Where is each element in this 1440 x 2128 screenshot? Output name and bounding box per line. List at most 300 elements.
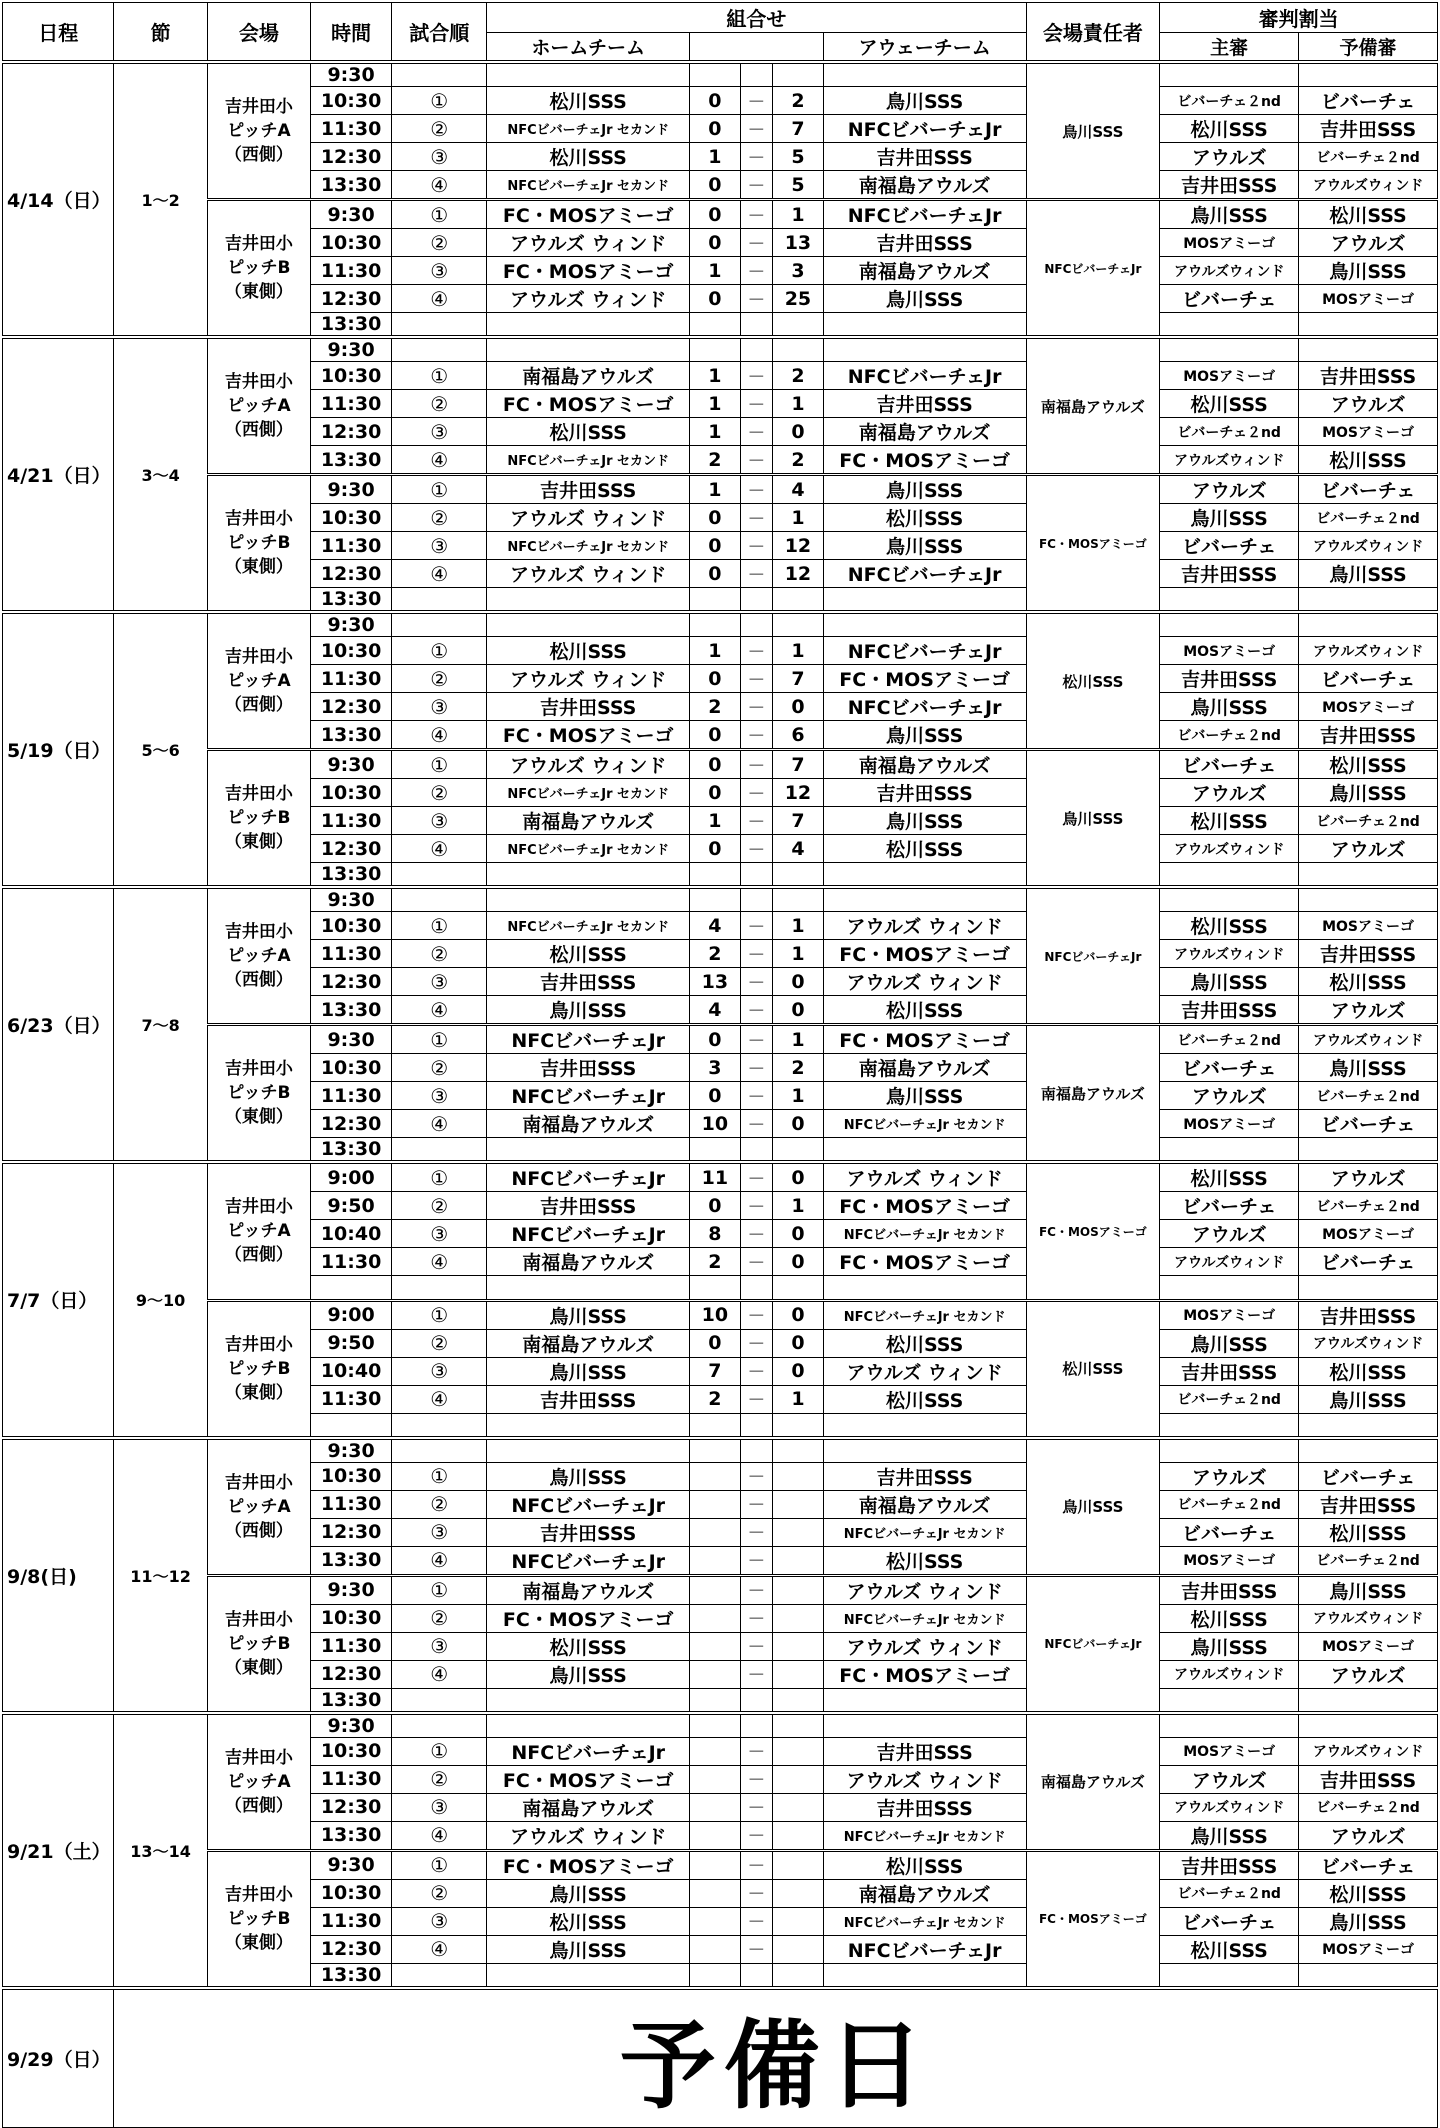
- score-dash: －: [740, 693, 772, 721]
- score-dash: －: [740, 637, 772, 665]
- schedule-row: [3, 475, 1438, 504]
- score-dash: [740, 313, 772, 338]
- reserve-referee: アウルズウィンド: [1299, 1604, 1438, 1632]
- away-team: NFCビバーチェJr: [823, 693, 1026, 721]
- away-team: 吉井田SSS: [823, 143, 1026, 171]
- match-date: 9/8(日): [3, 1438, 114, 1713]
- home-team: FC・MOSアミーゴ: [487, 1604, 690, 1632]
- away-team: [823, 887, 1026, 912]
- venue-line: 吉井田小: [224, 1472, 293, 1493]
- schedule-row: [3, 612, 1438, 637]
- match-time: 9:30: [311, 1850, 392, 1879]
- away-team: 鳥川SSS: [823, 1082, 1026, 1110]
- home-team: NFCビバーチェJr セカンド: [487, 835, 690, 863]
- header-away: アウェーチーム: [823, 33, 1026, 63]
- match-time: 10:30: [311, 504, 392, 532]
- match-order: ①: [392, 637, 487, 665]
- home-score: 4: [690, 912, 741, 940]
- away-score: [773, 1632, 824, 1660]
- venue-line: （東側）: [224, 557, 293, 577]
- reserve-referee: [1299, 1963, 1438, 1988]
- match-order: ③: [392, 1907, 487, 1935]
- home-team: 吉井田SSS: [487, 1385, 690, 1413]
- score-dash: －: [740, 1329, 772, 1357]
- home-score: 1: [690, 418, 741, 446]
- home-team: 松川SSS: [487, 87, 690, 115]
- reserve-referee: 吉井田SSS: [1299, 362, 1438, 390]
- venue-line: 吉井田小: [224, 372, 293, 392]
- venue-cell: [207, 1162, 310, 1300]
- home-team: 南福島アウルズ: [487, 807, 690, 835]
- match-order: ②: [392, 940, 487, 968]
- match-order: ①: [392, 1300, 487, 1329]
- venue-cell: [207, 612, 310, 750]
- main-referee: MOSアミーゴ: [1160, 637, 1299, 665]
- home-score: 11: [690, 1162, 741, 1192]
- header-date: 日程: [3, 3, 114, 63]
- match-order: ①: [392, 200, 487, 229]
- venue-line: ピッチA: [227, 1771, 291, 1792]
- venue-cell: [207, 62, 310, 200]
- home-score: 1: [690, 257, 741, 285]
- match-time: 11:30: [311, 1385, 392, 1413]
- home-score: [690, 1907, 741, 1935]
- home-team: NFCビバーチェJr: [487, 1025, 690, 1054]
- away-team: アウルズ ウィンド: [823, 968, 1026, 996]
- away-team: NFCビバーチェJr: [823, 637, 1026, 665]
- match-order: ②: [392, 1054, 487, 1082]
- away-team: [823, 62, 1026, 87]
- away-team: NFCビバーチェJr: [823, 115, 1026, 143]
- main-referee: 鳥川SSS: [1160, 1329, 1299, 1357]
- away-team: NFCビバーチェJr セカンド: [823, 1518, 1026, 1546]
- venue-line: ピッチB: [227, 533, 291, 553]
- home-team: 吉井田SSS: [487, 475, 690, 504]
- away-score: [773, 1413, 824, 1438]
- reserve-referee: 松川SSS: [1299, 1879, 1438, 1907]
- away-score: [773, 62, 824, 87]
- reserve-referee: 鳥川SSS: [1299, 1054, 1438, 1082]
- match-order: ④: [392, 1546, 487, 1575]
- venue-responsible: 松川SSS: [1026, 1300, 1160, 1438]
- away-score: 1: [773, 200, 824, 229]
- match-order: ④: [392, 1660, 487, 1688]
- venue-line: 吉井田小: [224, 1884, 293, 1905]
- home-score: 0: [690, 750, 741, 779]
- away-team: NFCビバーチェJr: [823, 200, 1026, 229]
- away-score: [773, 1737, 824, 1765]
- away-team: [823, 1438, 1026, 1463]
- match-order: ③: [392, 807, 487, 835]
- main-referee: ビバーチェ: [1160, 750, 1299, 779]
- away-score: 0: [773, 1357, 824, 1385]
- match-date: 9/21（土）: [3, 1713, 114, 1988]
- away-score: 1: [773, 1385, 824, 1413]
- away-team: 南福島アウルズ: [823, 1490, 1026, 1518]
- main-referee: ビバーチェ: [1160, 1054, 1299, 1082]
- venue-line: 吉井田小: [224, 1334, 293, 1355]
- away-score: [773, 1821, 824, 1850]
- away-team: 南福島アウルズ: [823, 257, 1026, 285]
- away-team: FC・MOSアミーゴ: [823, 1025, 1026, 1054]
- reserve-referee: MOSアミーゴ: [1299, 418, 1438, 446]
- away-score: 1: [773, 390, 824, 418]
- home-team: [487, 588, 690, 613]
- home-team: 松川SSS: [487, 940, 690, 968]
- score-dash: －: [740, 1546, 772, 1575]
- reserve-referee: 吉井田SSS: [1299, 1300, 1438, 1329]
- reserve-referee: アウルズウィンド: [1299, 532, 1438, 560]
- home-team: NFCビバーチェJr: [487, 1490, 690, 1518]
- home-team: 鳥川SSS: [487, 1660, 690, 1688]
- away-team: [823, 1138, 1026, 1163]
- score-dash: [740, 1413, 772, 1438]
- away-score: 13: [773, 229, 824, 257]
- venue-line: 吉井田小: [224, 1609, 293, 1630]
- match-order: ②: [392, 229, 487, 257]
- main-referee: [1160, 1276, 1299, 1301]
- away-team: 南福島アウルズ: [823, 1054, 1026, 1082]
- venue-cell: [207, 1300, 310, 1438]
- score-dash: －: [740, 835, 772, 863]
- reserve-referee: ビバーチェ２nd: [1299, 1793, 1438, 1821]
- match-time: 10:30: [311, 87, 392, 115]
- away-score: [773, 1138, 824, 1163]
- match-time: 12:30: [311, 285, 392, 313]
- match-section: 3～4: [114, 337, 207, 612]
- match-order: ①: [392, 362, 487, 390]
- score-dash: [740, 1276, 772, 1301]
- venue-responsible: NFCビバーチェJr: [1026, 200, 1160, 338]
- match-time: 13:30: [311, 1963, 392, 1988]
- home-team: 南福島アウルズ: [487, 1248, 690, 1276]
- home-score: 1: [690, 637, 741, 665]
- reserve-referee: ビバーチェ: [1299, 1248, 1438, 1276]
- venue-line: 吉井田小: [224, 1747, 293, 1768]
- home-team: 鳥川SSS: [487, 1935, 690, 1963]
- venue-line: 吉井田小: [224, 647, 293, 667]
- home-team: NFCビバーチェJr セカンド: [487, 115, 690, 143]
- match-order: [392, 1413, 487, 1438]
- score-dash: －: [740, 1935, 772, 1963]
- score-dash: －: [740, 1248, 772, 1276]
- reserve-referee: 松川SSS: [1299, 1518, 1438, 1546]
- away-score: [773, 1575, 824, 1604]
- away-score: 12: [773, 560, 824, 588]
- away-score: 1: [773, 1082, 824, 1110]
- venue-line: ピッチA: [227, 671, 291, 691]
- match-order: ①: [392, 87, 487, 115]
- home-score: 2: [690, 940, 741, 968]
- away-team: 松川SSS: [823, 504, 1026, 532]
- home-team: 南福島アウルズ: [487, 1110, 690, 1138]
- home-score: 0: [690, 229, 741, 257]
- score-dash: －: [740, 257, 772, 285]
- home-team: [487, 1138, 690, 1163]
- header-matchup: 組合せ: [487, 3, 1026, 33]
- venue-line: （西側）: [224, 1520, 293, 1541]
- away-team: アウルズ ウィンド: [823, 1765, 1026, 1793]
- match-order: [392, 588, 487, 613]
- match-order: ①: [392, 475, 487, 504]
- score-dash: [740, 1138, 772, 1163]
- main-referee: アウルズ: [1160, 1220, 1299, 1248]
- main-referee: 吉井田SSS: [1160, 560, 1299, 588]
- home-team: FC・MOSアミーゴ: [487, 200, 690, 229]
- main-referee: アウルズ: [1160, 1765, 1299, 1793]
- reserve-referee: ビバーチェ: [1299, 1850, 1438, 1879]
- header-main-ref: 主審: [1160, 33, 1299, 63]
- main-referee: ビバーチェ２nd: [1160, 87, 1299, 115]
- venue-line: ピッチB: [227, 808, 291, 828]
- schedule-row: [3, 62, 1438, 87]
- main-referee: [1160, 313, 1299, 338]
- venue-line: 吉井田小: [224, 234, 293, 254]
- home-score: [690, 1575, 741, 1604]
- away-score: 12: [773, 532, 824, 560]
- reserve-referee: MOSアミーゴ: [1299, 285, 1438, 313]
- home-team: [487, 1688, 690, 1713]
- header-order: 試合順: [392, 3, 487, 63]
- home-score: [690, 1276, 741, 1301]
- home-score: [690, 612, 741, 637]
- away-team: アウルズ ウィンド: [823, 1357, 1026, 1385]
- match-time: 10:30: [311, 1604, 392, 1632]
- header-score-blank: [690, 33, 824, 63]
- main-referee: アウルズウィンド: [1160, 1793, 1299, 1821]
- match-order: ④: [392, 1385, 487, 1413]
- score-dash: －: [740, 390, 772, 418]
- home-team: アウルズ ウィンド: [487, 504, 690, 532]
- reserve-referee: ビバーチェ２nd: [1299, 1546, 1438, 1575]
- match-time: 12:30: [311, 1660, 392, 1688]
- match-order: ④: [392, 560, 487, 588]
- venue-responsible: FC・MOSアミーゴ: [1026, 1850, 1160, 1988]
- score-dash: －: [740, 446, 772, 475]
- header-section: 節: [114, 3, 207, 63]
- reserve-referee: アウルズ: [1299, 1660, 1438, 1688]
- home-team: [487, 863, 690, 888]
- away-score: 7: [773, 665, 824, 693]
- score-dash: －: [740, 968, 772, 996]
- reserve-referee: 鳥川SSS: [1299, 1575, 1438, 1604]
- match-time: 11:30: [311, 257, 392, 285]
- reserve-day-row: [3, 1988, 1438, 2128]
- match-date: 7/7（日）: [3, 1162, 114, 1438]
- away-score: 0: [773, 693, 824, 721]
- venue-line: （西側）: [224, 420, 293, 440]
- match-order: ③: [392, 968, 487, 996]
- home-team: [487, 1413, 690, 1438]
- away-score: [773, 863, 824, 888]
- venue-line: ピッチA: [227, 946, 291, 966]
- venue-responsible: 鳥川SSS: [1026, 62, 1160, 200]
- match-order: ②: [392, 1329, 487, 1357]
- home-score: [690, 1688, 741, 1713]
- home-team: FC・MOSアミーゴ: [487, 257, 690, 285]
- away-team: [823, 863, 1026, 888]
- match-time: 13:30: [311, 313, 392, 338]
- match-order: ①: [392, 1737, 487, 1765]
- home-score: [690, 1660, 741, 1688]
- match-section: 5～6: [114, 612, 207, 887]
- match-order: ①: [392, 1850, 487, 1879]
- venue-line: （東側）: [224, 1657, 293, 1678]
- score-dash: －: [740, 115, 772, 143]
- home-team: アウルズ ウィンド: [487, 665, 690, 693]
- match-time: 9:00: [311, 1162, 392, 1192]
- venue-line: （西側）: [224, 695, 293, 715]
- match-order: ④: [392, 835, 487, 863]
- reserve-referee: アウルズ: [1299, 996, 1438, 1025]
- match-time: 12:30: [311, 1518, 392, 1546]
- match-order: ③: [392, 143, 487, 171]
- score-dash: －: [740, 362, 772, 390]
- away-team: 松川SSS: [823, 1385, 1026, 1413]
- main-referee: MOSアミーゴ: [1160, 1737, 1299, 1765]
- home-team: FC・MOSアミーゴ: [487, 1850, 690, 1879]
- home-score: 10: [690, 1110, 741, 1138]
- main-referee: 吉井田SSS: [1160, 171, 1299, 200]
- reserve-referee: 松川SSS: [1299, 446, 1438, 475]
- main-referee: [1160, 337, 1299, 362]
- home-score: 1: [690, 807, 741, 835]
- score-dash: [740, 863, 772, 888]
- home-team: 鳥川SSS: [487, 1462, 690, 1490]
- venue-cell: [207, 1025, 310, 1163]
- reserve-referee: [1299, 1713, 1438, 1738]
- match-order: ④: [392, 1935, 487, 1963]
- main-referee: [1160, 1713, 1299, 1738]
- home-score: [690, 588, 741, 613]
- reserve-referee: [1299, 1413, 1438, 1438]
- away-team: FC・MOSアミーゴ: [823, 940, 1026, 968]
- home-score: [690, 1138, 741, 1163]
- match-time: 13:30: [311, 1546, 392, 1575]
- home-score: 1: [690, 475, 741, 504]
- score-dash: [740, 1713, 772, 1738]
- venue-line: 吉井田小: [224, 509, 293, 529]
- match-time: 11:30: [311, 1632, 392, 1660]
- match-time: 10:30: [311, 1879, 392, 1907]
- away-team: [823, 1963, 1026, 1988]
- header-venue: 会場: [207, 3, 310, 63]
- away-score: [773, 1490, 824, 1518]
- score-dash: －: [740, 1025, 772, 1054]
- score-dash: －: [740, 1737, 772, 1765]
- main-referee: [1160, 588, 1299, 613]
- main-referee: [1160, 1688, 1299, 1713]
- main-referee: [1160, 62, 1299, 87]
- reserve-referee: MOSアミーゴ: [1299, 1632, 1438, 1660]
- match-order: ②: [392, 779, 487, 807]
- home-score: 7: [690, 1357, 741, 1385]
- away-team: 松川SSS: [823, 835, 1026, 863]
- match-order: [392, 1438, 487, 1463]
- main-referee: [1160, 612, 1299, 637]
- match-section: 1～2: [114, 62, 207, 337]
- venue-responsible: 鳥川SSS: [1026, 750, 1160, 888]
- home-team: 鳥川SSS: [487, 1300, 690, 1329]
- main-referee: ビバーチェ: [1160, 285, 1299, 313]
- reserve-referee: ビバーチェ２nd: [1299, 807, 1438, 835]
- main-referee: アウルズウィンド: [1160, 1660, 1299, 1688]
- reserve-referee: [1299, 1276, 1438, 1301]
- match-section: 9～10: [114, 1162, 207, 1438]
- main-referee: アウルズ: [1160, 475, 1299, 504]
- home-score: [690, 1438, 741, 1463]
- home-score: [690, 337, 741, 362]
- home-score: [690, 1604, 741, 1632]
- main-referee: MOSアミーゴ: [1160, 1300, 1299, 1329]
- home-team: 松川SSS: [487, 1907, 690, 1935]
- reserve-referee: MOSアミーゴ: [1299, 1220, 1438, 1248]
- score-dash: －: [740, 418, 772, 446]
- away-team: [823, 1713, 1026, 1738]
- schedule-row: [3, 1850, 1438, 1879]
- away-team: [823, 588, 1026, 613]
- home-score: [690, 887, 741, 912]
- home-score: 0: [690, 1192, 741, 1220]
- home-score: [690, 863, 741, 888]
- venue-line: 吉井田小: [224, 784, 293, 804]
- home-score: 1: [690, 362, 741, 390]
- match-time: 11:30: [311, 1907, 392, 1935]
- match-time: 12:30: [311, 1793, 392, 1821]
- home-team: 松川SSS: [487, 418, 690, 446]
- away-team: NFCビバーチェJr セカンド: [823, 1821, 1026, 1850]
- match-time: 9:30: [311, 337, 392, 362]
- match-order: ③: [392, 1793, 487, 1821]
- main-referee: アウルズ: [1160, 779, 1299, 807]
- home-team: [487, 1276, 690, 1301]
- venue-line: ピッチA: [227, 1221, 291, 1242]
- away-score: 2: [773, 87, 824, 115]
- away-team: アウルズ ウィンド: [823, 912, 1026, 940]
- home-score: 1: [690, 390, 741, 418]
- match-order: ④: [392, 996, 487, 1025]
- match-order: ③: [392, 1632, 487, 1660]
- home-score: 0: [690, 779, 741, 807]
- score-dash: －: [740, 996, 772, 1025]
- reserve-referee: [1299, 1688, 1438, 1713]
- match-order: ②: [392, 1604, 487, 1632]
- away-score: [773, 612, 824, 637]
- match-order: ②: [392, 665, 487, 693]
- main-referee: 松川SSS: [1160, 1162, 1299, 1192]
- match-time: [311, 1413, 392, 1438]
- home-score: [690, 1546, 741, 1575]
- main-referee: MOSアミーゴ: [1160, 229, 1299, 257]
- score-dash: －: [740, 1110, 772, 1138]
- score-dash: －: [740, 1054, 772, 1082]
- away-team: 南福島アウルズ: [823, 171, 1026, 200]
- match-order: ④: [392, 446, 487, 475]
- reserve-referee: ビバーチェ２nd: [1299, 1192, 1438, 1220]
- score-dash: －: [740, 1575, 772, 1604]
- home-score: 0: [690, 1025, 741, 1054]
- away-team: NFCビバーチェJr: [823, 560, 1026, 588]
- away-score: [773, 1438, 824, 1463]
- match-time: 12:30: [311, 560, 392, 588]
- away-team: 松川SSS: [823, 1850, 1026, 1879]
- venue-cell: [207, 1438, 310, 1576]
- home-team: FC・MOSアミーゴ: [487, 721, 690, 750]
- reserve-day-label: 予備日: [114, 1988, 1438, 2128]
- match-order: ②: [392, 115, 487, 143]
- venue-cell: [207, 1713, 310, 1851]
- match-order: [392, 1688, 487, 1713]
